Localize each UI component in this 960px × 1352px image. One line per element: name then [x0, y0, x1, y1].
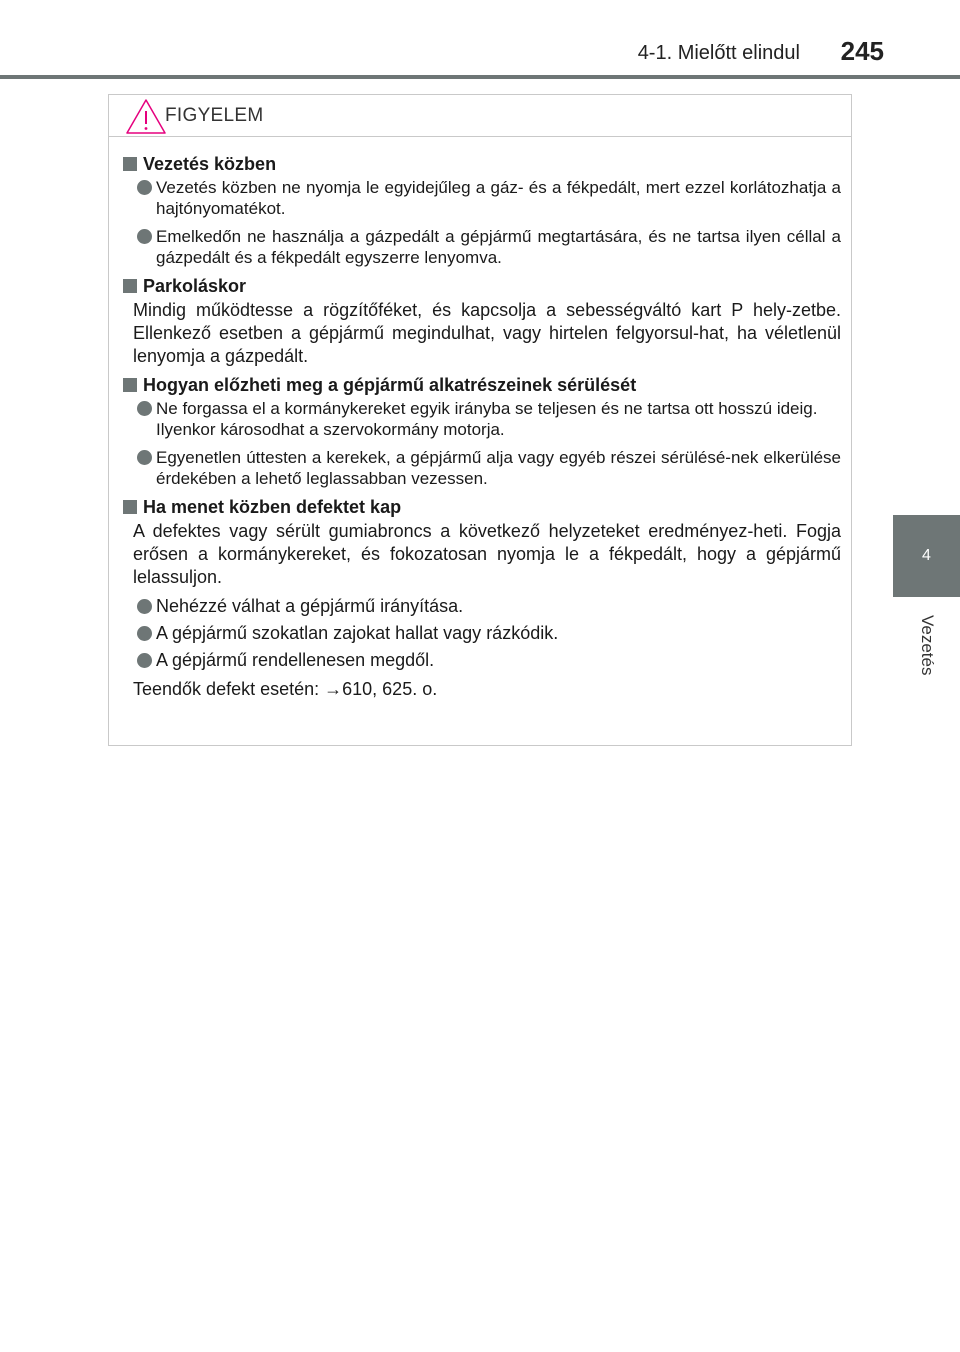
- round-bullet-icon: [137, 599, 152, 614]
- round-bullet-icon: [137, 229, 152, 244]
- cross-reference: Teendők defekt esetén: →610, 625. o.: [133, 679, 438, 699]
- round-bullet-icon: [137, 626, 152, 641]
- square-bullet-icon: [123, 279, 137, 293]
- list-item: A gépjármű rendellenesen megdől.: [123, 649, 841, 672]
- section-title: 4-1. Mielőtt elindul: [637, 42, 800, 64]
- section-heading: Parkoláskor: [123, 275, 841, 297]
- round-bullet-icon: [137, 401, 152, 416]
- list-item: Nehézzé válhat a gépjármű irányítása.: [123, 595, 841, 618]
- square-bullet-icon: [123, 157, 137, 171]
- chapter-label: Vezetés: [918, 614, 937, 676]
- chapter-tab: [893, 515, 960, 597]
- warning-header: [109, 95, 851, 137]
- page-number: 245: [840, 36, 884, 66]
- section-driving: [123, 153, 841, 268]
- section-heading: Vezetés közben: [123, 153, 841, 175]
- section-paragraph: A defektes vagy sérült gumiabroncs a következő helyzeteket eredményez-heti. Fogja erősen a kormánykereket, és fokozatosan nyomja le a fékpedált, hogy a gépjármű lelassuljon.: [133, 521, 841, 587]
- round-bullet-icon: [137, 180, 152, 195]
- section-parking: [123, 275, 841, 368]
- round-bullet-icon: [137, 653, 152, 668]
- list-item: Vezetés közben ne nyomja le egyidejűleg a gáz- és a fékpedált, mert ezzel korlátozhatja a hajtónyomatékot.: [123, 177, 841, 219]
- list-item: Ne forgassa el a kormánykereket egyik irányba se teljesen és ne tartsa ott hosszú ideig. Ilyenkor károsodhat a szervokormány motorja.: [123, 398, 841, 440]
- square-bullet-icon: [123, 378, 137, 392]
- section-damage-prevention: [123, 374, 841, 489]
- square-bullet-icon: [123, 500, 137, 514]
- section-flat-tire: [123, 496, 841, 701]
- warning-title: FIGYELEM: [165, 105, 264, 126]
- round-bullet-icon: [137, 450, 152, 465]
- section-heading: Hogyan előzheti meg a gépjármű alkatrészeinek sérülését: [123, 374, 841, 396]
- list-item: Emelkedőn ne használja a gázpedált a gépjármű megtartására, és ne tartsa ilyen céllal a gázpedált és a fékpedált egyszerre lenyomva.: [123, 226, 841, 268]
- list-item: Egyenetlen úttesten a kerekek, a gépjármű alja vagy egyéb részei sérülésé-nek elkerülése érdekében a lehető leglassabban vezessen.: [123, 447, 841, 489]
- page-header: [0, 0, 960, 80]
- section-heading: Ha menet közben defektet kap: [123, 496, 841, 518]
- chapter-number: 4: [922, 547, 931, 564]
- header-rule: [0, 75, 960, 79]
- warning-body: [109, 137, 851, 701]
- list-item: A gépjármű szokatlan zajokat hallat vagy rázkódik.: [123, 622, 841, 645]
- section-paragraph: Mindig működtesse a rögzítőféket, és kapcsolja a sebességváltó kart P hely-zetbe. Ellenkező esetben a gépjármű megindulhat, vagy hirtelen felgyorsul-hat, ha véletlenül lenyomja a gázpedált.: [133, 300, 841, 366]
- warning-box: [108, 94, 852, 746]
